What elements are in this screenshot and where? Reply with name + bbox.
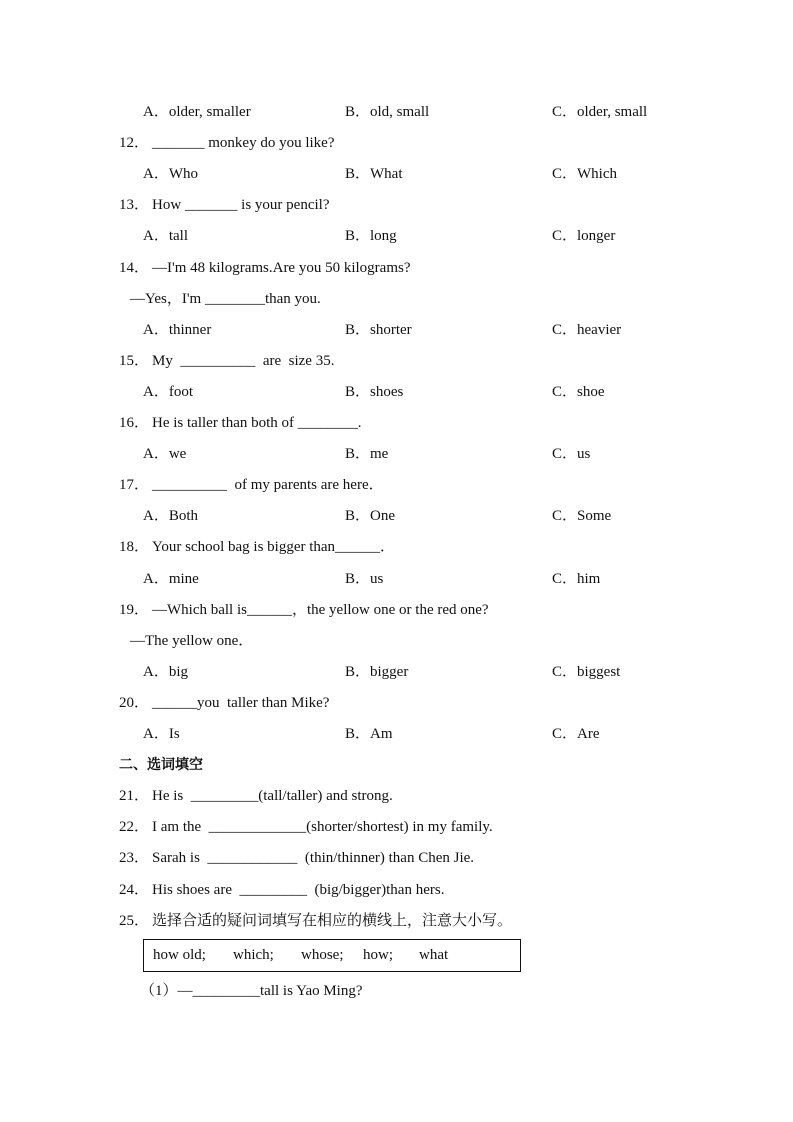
question-number: 20． (119, 694, 150, 711)
answer-option: A．foot (143, 383, 193, 400)
question-stem: Your school bag is bigger than______． (152, 539, 396, 556)
word-bank-item: how old; (153, 947, 206, 963)
answer-option: C．Which (552, 166, 617, 183)
section-heading: 二、选词填空 (119, 757, 203, 774)
question-number: 14． (119, 259, 150, 276)
answer-option: B．One (345, 508, 395, 525)
question-number: 21． (119, 788, 150, 805)
answer-option: B．long (345, 228, 397, 245)
question-stem: How _______ is your pencil? (152, 197, 330, 214)
question-stem: —I'm 48 kilograms.Are you 50 kilograms? (152, 259, 411, 276)
question-stem: He is _________(tall/taller) and strong. (152, 788, 393, 805)
answer-option: B．Am (345, 726, 393, 742)
answer-option: A．big (143, 663, 189, 680)
question-reply: —The yellow one． (130, 632, 254, 649)
answer-option: C．Are (552, 726, 600, 742)
question-stem: ______you taller than Mike? (152, 694, 330, 711)
answer-option: B．What (345, 166, 403, 183)
answer-option: A．we (143, 446, 187, 463)
word-bank-item: how; (363, 947, 393, 963)
question-number: 16． (119, 415, 150, 431)
answer-option: C．older, small (552, 104, 648, 120)
question-number: 18． (119, 539, 150, 556)
question-stem: __________ of my parents are here． (152, 477, 384, 494)
question-stem: His shoes are _________ (big/bigger)than hers. (152, 881, 445, 898)
answer-option: C．biggest (552, 663, 621, 680)
question-number: 12． (119, 135, 150, 152)
answer-option: B．shorter (345, 321, 412, 338)
answer-option: B．shoes (345, 383, 404, 400)
question-stem: Sarah is ____________ (thin/thinner) than Chen Jie. (152, 850, 475, 867)
question-number: 17． (119, 477, 150, 494)
answer-option: C．longer (552, 228, 616, 245)
answer-option: C．heavier (552, 321, 622, 338)
word-bank-item: which; (233, 947, 274, 963)
answer-option: A．tall (143, 228, 188, 245)
question-stem: He is taller than both of ________. (152, 415, 362, 431)
answer-option: A．thinner (143, 321, 212, 338)
question-number: 15． (119, 352, 150, 369)
word-bank-item: whose; (301, 947, 344, 963)
answer-option: A．older, smaller (143, 104, 251, 120)
answer-option: A．Both (143, 508, 199, 525)
question-number: 13． (119, 197, 150, 214)
answer-option: C．shoe (552, 383, 605, 400)
answer-option: B．old, small (345, 104, 430, 120)
answer-option: B．us (345, 570, 384, 587)
question-number: 25． (119, 912, 150, 929)
question-reply: —Yes，I'm ________than you. (130, 290, 321, 307)
word-bank-item: what (419, 947, 449, 963)
answer-option: C．us (552, 446, 591, 463)
answer-option: C．Some (552, 508, 612, 525)
answer-option: A．mine (143, 570, 199, 587)
answer-option: A．Who (143, 166, 198, 183)
word-bank-box (143, 939, 521, 972)
question-stem: _______ monkey do you like? (152, 135, 335, 152)
question-stem: My __________ are size 35. (152, 352, 335, 369)
question-number: 23． (119, 850, 150, 867)
answer-option: B．bigger (345, 663, 409, 680)
answer-option: C．him (552, 570, 601, 587)
question-number: 19． (119, 601, 150, 618)
question-number: 24． (119, 881, 150, 898)
answer-option: B．me (345, 446, 389, 463)
question-stem: 选择合适的疑问词填写在相应的横线上，注意大小写。 (152, 912, 513, 929)
question-stem: —Which ball is______，the yellow one or the red one? (152, 601, 489, 618)
question-number: 22． (119, 819, 150, 836)
sub-question: （1）—_________tall is Yao Ming? (140, 983, 363, 999)
answer-option: A．Is (143, 726, 180, 742)
question-stem: I am the _____________(shorter/shortest) in my family. (152, 819, 493, 836)
